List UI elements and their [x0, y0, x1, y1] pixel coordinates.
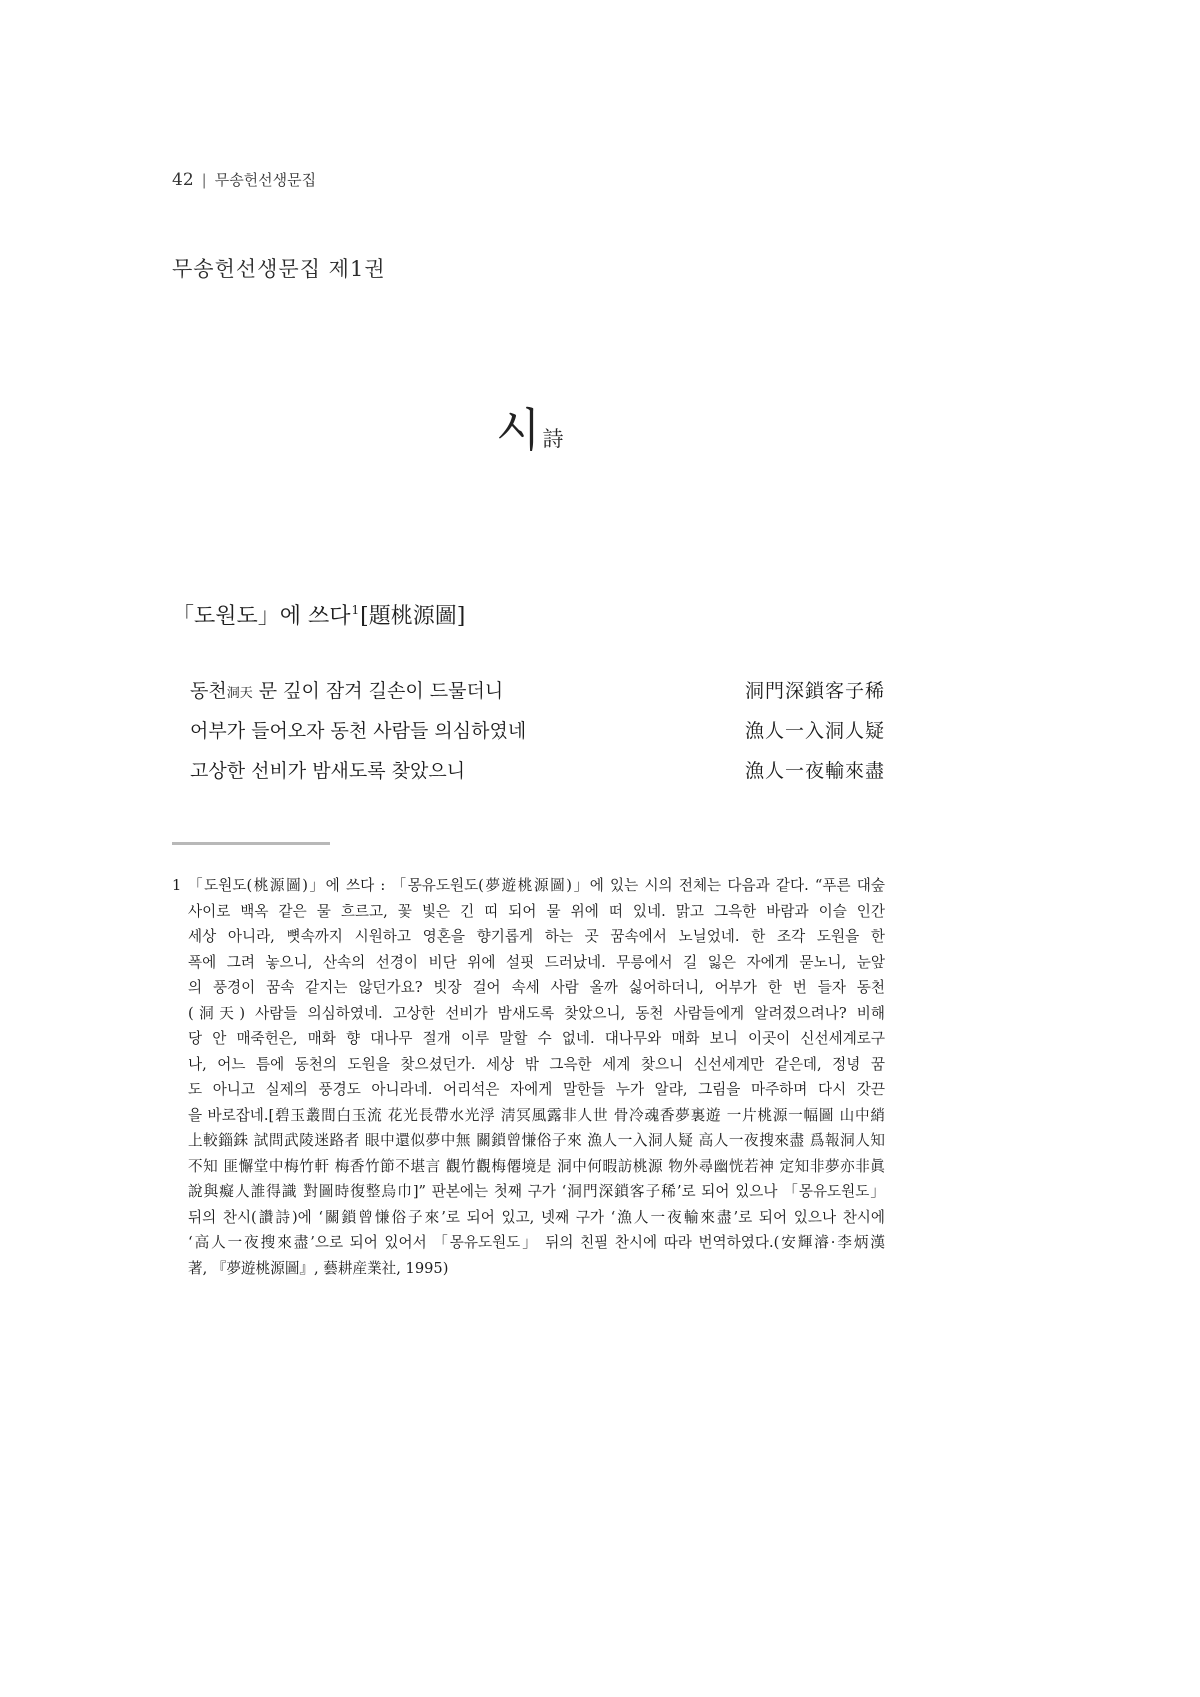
poem-line-3-translation: 고상한 선비가 밤새도록 찾았으니 — [190, 760, 466, 782]
running-head-separator: | — [201, 171, 207, 189]
poem-line-3 — [190, 758, 885, 784]
section-title — [496, 400, 563, 471]
footnote-text — [188, 873, 885, 1281]
footnote-line: 나, 어느 틈에 동천의 도원을 찾으셨던가. 세상 밖 그윽한 세계 찾으니 신선세계만 같은데, 정녕 꿈 — [188, 1055, 885, 1073]
footnote-line: ‘高人一夜搜來盡’으로 되어 있어서 「몽유도원도」 뒤의 친필 찬시에 따라 번역하였다.(安輝濬·李炳漢 — [188, 1234, 885, 1251]
volume-title: 무송헌선생문집 제1권 — [172, 257, 386, 281]
poem-line-1-original: 洞門深鎖客子稀 — [744, 680, 885, 702]
poem-title-korean: 「도원도」에 쓰다 — [172, 604, 351, 629]
running-head — [172, 168, 316, 192]
translation-text: 동천 — [190, 680, 227, 702]
poem-line-1-translation — [190, 678, 503, 707]
footnote-line: 著, 『夢遊桃源圖』, 藝耕産業社, 1995) — [188, 1259, 449, 1277]
footnote-divider — [172, 842, 330, 845]
section-title-hanja: 詩 — [542, 427, 564, 451]
footnote-number: 1 — [172, 877, 182, 894]
footnote-line: 「도원도(桃源圖)」에 쓰다 : 「몽유도원도(夢遊桃源圖)」에 있는 시의 전체는 다음과 같다. “푸른 대숲 — [188, 877, 885, 894]
poem-line-2 — [190, 718, 885, 744]
footnote-reference: 1 — [351, 603, 360, 617]
footnote — [172, 873, 885, 1281]
footnote-line: (洞天) 사람들 의심하였네. 고상한 선비가 밤새도록 찾았으니, 동천 사람들에게 알려졌으려나? 비해 — [188, 1004, 885, 1022]
running-head-title: 무송헌선생문집 — [214, 171, 317, 189]
footnote-line: 세상 아니라, 뼛속까지 시원하고 영혼을 향기롭게 하는 곳 꿈속에서 노닐었네. 한 조각 도원을 한 — [188, 928, 885, 945]
translation-text: 문 깊이 잠겨 길손이 드물더니 — [252, 680, 504, 702]
footnote-line: 사이로 백옥 같은 물 흐르고, 꽃 빛은 긴 띠 되어 물 위에 떠 있네. 맑고 그윽한 바람과 이슬 인간 — [188, 902, 885, 920]
footnote-line: 不知 匪懈堂中梅竹軒 梅香竹節不堪言 觀竹觀梅僊境是 洞中何暇訪桃源 物外尋幽恍若神 定知非夢亦非眞 — [188, 1157, 885, 1175]
poem-line-2-original: 漁人一入洞人疑 — [744, 720, 885, 742]
footnote-line: 뒤의 찬시(讚詩)에 ‘關鎖曾慊俗子來’로 되어 있고, 넷째 구가 ‘漁人一夜輸來盡’로 되어 있으나 찬시에 — [188, 1208, 885, 1226]
poem-line-3-original: 漁人一夜輸來盡 — [744, 760, 885, 782]
hanja-gloss: 洞天 — [226, 686, 253, 701]
poem-title — [172, 594, 465, 633]
poem-title-hanja: [題桃源圖] — [360, 604, 466, 629]
footnote-line: 의 풍경이 꿈속 같지는 않던가요? 빗장 걸어 속세 사람 올까 싫어하더니, 어부가 한 번 들자 동천 — [188, 979, 885, 996]
footnote-line: 說與癡人誰得識 對圖時復整烏巾]” 판본에는 첫째 구가 ‘洞門深鎖客子稀’로 되어 있으나 「몽유도원도」 — [188, 1183, 885, 1200]
footnote-line: 上較錙銖 試問武陵迷路者 眼中還似夢中無 關鎖曾慊俗子來 漁人一入洞人疑 高人一夜搜來盡 爲報洞人知 — [188, 1132, 885, 1149]
page-number: 42 — [172, 170, 194, 190]
footnote-line: 폭에 그려 놓으니, 산속의 선경이 비단 위에 설핏 드러났네. 무릉에서 길 잃은 자에게 묻노니, 눈앞 — [188, 953, 885, 971]
footnote-line: 당 안 매죽헌은, 매화 향 대나무 절개 이루 말할 수 없네. 대나무와 매화 보니 이곳이 신선세계로구 — [188, 1030, 885, 1047]
poem-line-2-translation: 어부가 들어오자 동천 사람들 의심하였네 — [190, 720, 527, 742]
footnote-line: 도 아니고 실제의 풍경도 아니라네. 어리석은 자에게 말한들 누가 알랴, 그림을 마주하며 다시 갓끈 — [188, 1081, 885, 1098]
footnote-line: 을 바로잡네.[碧玉叢間白玉流 花光長帶水光浮 淸冥風露非人世 骨冷魂香夢裏遊 一片桃源一幅圖 山中綃 — [188, 1106, 885, 1124]
section-title-korean: 시 — [496, 403, 541, 457]
poem-line-1 — [190, 678, 885, 707]
